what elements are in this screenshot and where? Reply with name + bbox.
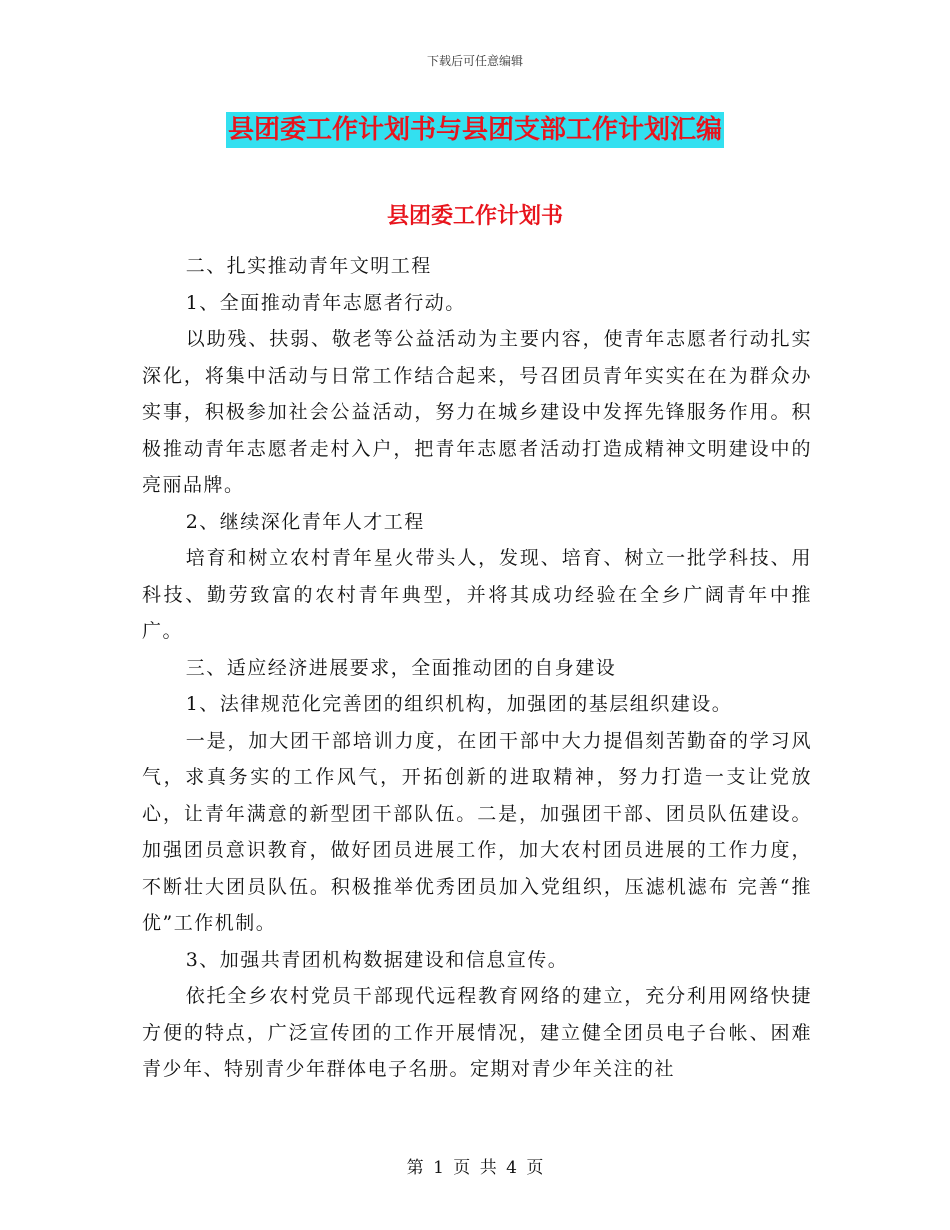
body-paragraph: 依托全乡农村党员干部现代远程教育网络的建立，充分利用网络快捷方便的特点，广泛宣传团的工作开展情况，建立健全团员电子台帐、困难青少年、特别青少年群体电子名册。定期对青少年关注的社 [142, 985, 812, 1080]
section-heading: 三、适应经济进展要求，全面推动团的自身建设 [185, 656, 617, 679]
page-number-footer: 第 1 页 共 4 页 [406, 1158, 544, 1178]
subsection-heading: 3、加强共青团机构数据建设和信息宣传。 [185, 948, 569, 971]
subsection-heading: 2、继续深化青年人才工程 [185, 510, 425, 533]
subsection-heading: 1、法律规范化完善团的组织机构，加强团的基层组织建设。 [185, 693, 733, 715]
section-heading: 二、扎实推动青年文明工程 [185, 255, 432, 277]
header-note: 下载后可任意编辑 [426, 54, 523, 68]
document-main-title: 县团委工作计划书与县团支部工作计划汇编 [226, 112, 724, 148]
body-paragraph: 以助残、扶弱、敬老等公益活动为主要内容，使青年志愿者行动扎实深化，将集中活动与日常工作结合起来，号召团员青年实实在在为群众办实事，积极参加社会公益活动，努力在城乡建设中发挥先锋服务作用。积极推动青年志愿者走村入户，把青年志愿者活动打造成精神文明建设中的亮丽品牌。 [142, 328, 812, 496]
main-title-container [0, 112, 950, 148]
body-paragraph: 培育和树立农村青年星火带头人，发现、培育、树立一批学科技、用科技、勤劳致富的农村青年典型，并将其成功经验在全乡广阔青年中推广。 [142, 547, 812, 642]
body-paragraph: 一是，加大团干部培训力度，在团干部中大力提倡刻苦勤奋的学习风气，求真务实的工作风气，开拓创新的进取精神，努力打造一支让党放心，让青年满意的新型团干部队伍。二是，加强团干部、团员队伍建设。加强团员意识教育，做好团员进展工作，加大农村团员进展的工作力度，不断壮大团员队伍。积极推举优秀团员加入党组织，压滤机滤布 完善“推优”工作机制。 [142, 729, 812, 934]
subsection-heading: 1、全面推动青年志愿者行动。 [185, 291, 466, 314]
section-title: 县团委工作计划书 [386, 204, 563, 229]
document-body [142, 248, 812, 1088]
